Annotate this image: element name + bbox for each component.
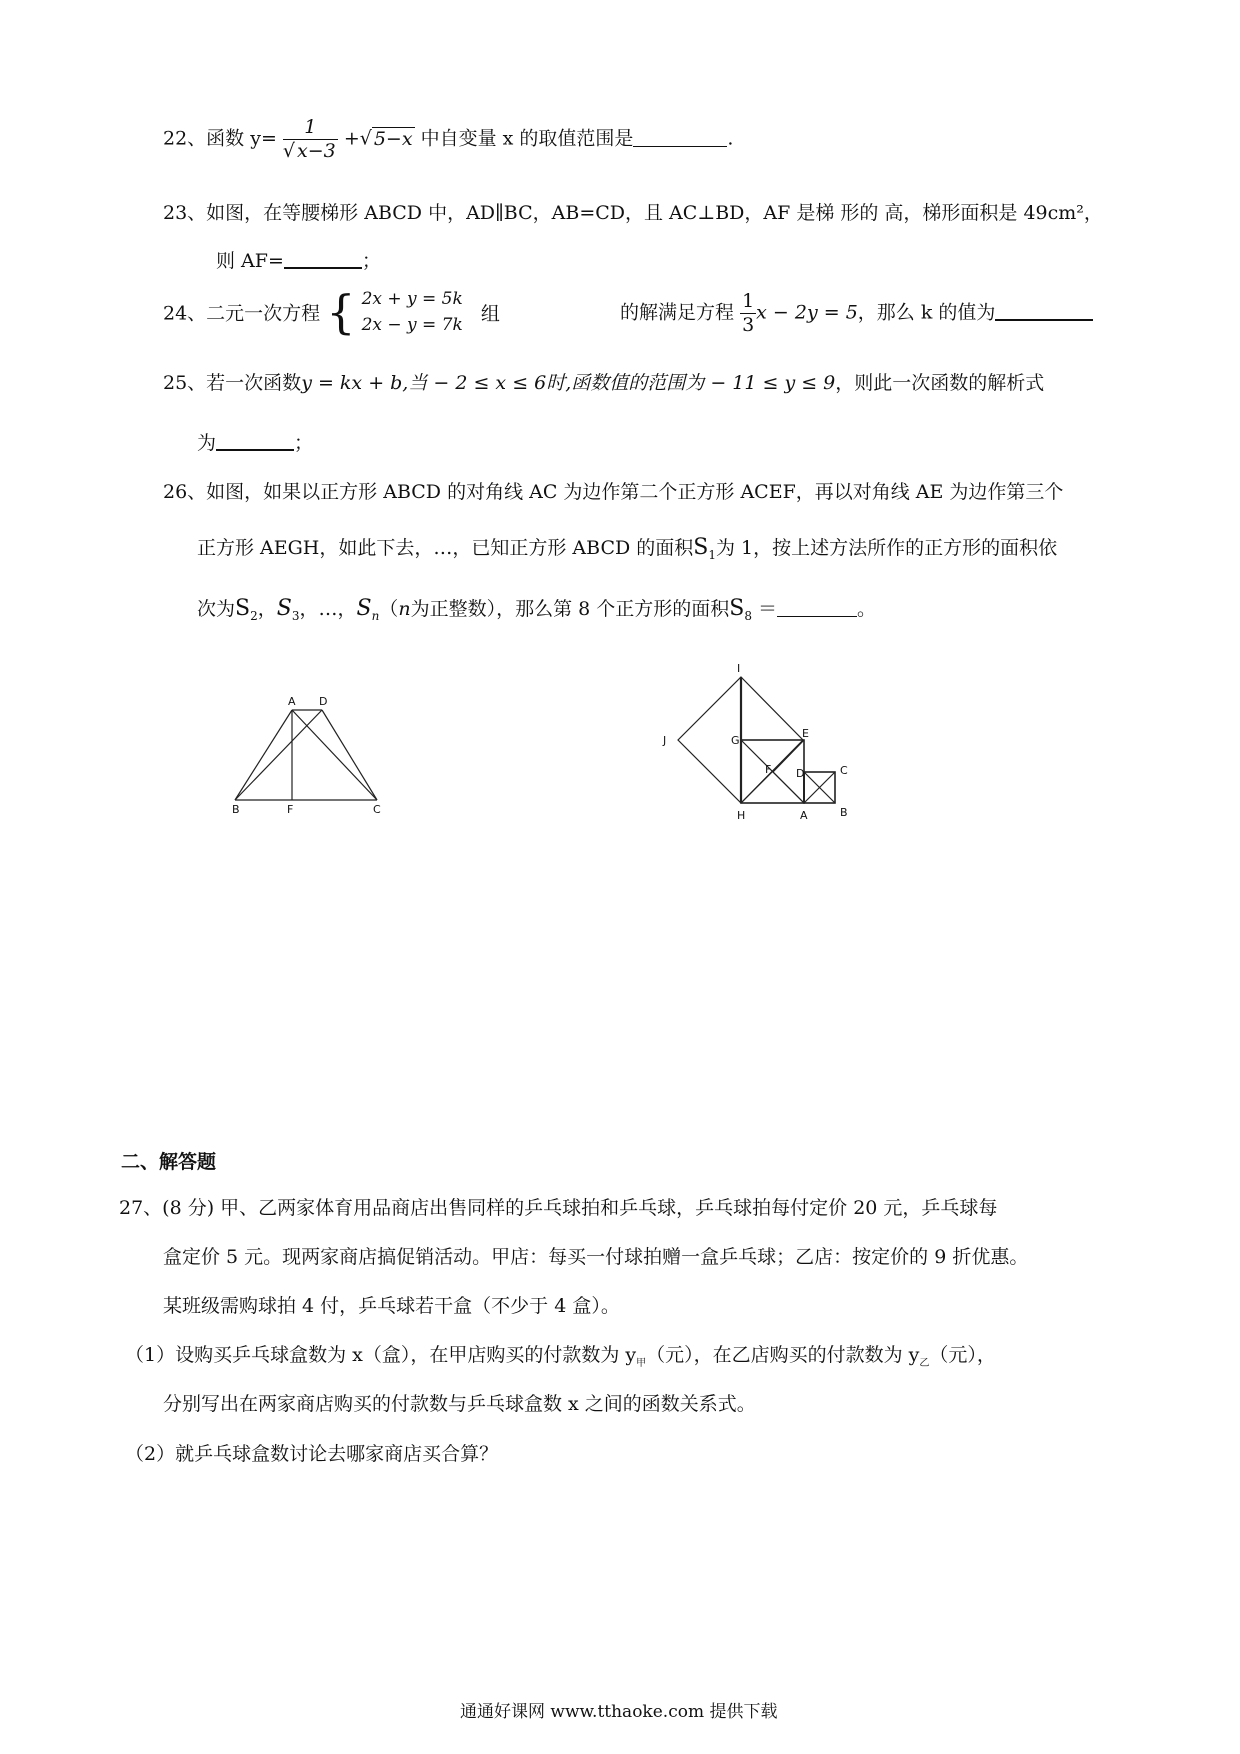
question-22: 22、函数 y= $\frac{1}{√ x-3}$ +√ 5−x 中自变量 x 的取值范围是 . bbox=[163, 116, 734, 162]
answer-blank-25[interactable] bbox=[216, 431, 294, 451]
question-23-line1: 23、如图，在等腰梯形 ABCD 中，AD∥BC，AB=CD，且 AC⊥BD，AF 是梯 形的 高，梯形面积是 49cm²， bbox=[163, 202, 1103, 224]
label-B: B bbox=[840, 806, 848, 819]
question-27-part1-line2: 分别写出在两家商店购买的付款数与乒乓球盒数 x 之间的函数关系式。 bbox=[163, 1393, 756, 1415]
label-C: C bbox=[373, 803, 381, 815]
label-H: H bbox=[737, 809, 746, 822]
question-27-line2: 盒定价 5 元。现两家商店搞促销活动。甲店：每买一付球拍赠一盒乒乓球；乙店：按定价的 9 折优惠。 bbox=[163, 1246, 1029, 1268]
label-F: F bbox=[765, 763, 772, 776]
fraction-24: $\frac{1}{3}$ bbox=[742, 290, 755, 336]
equation-system: 2x + y = 5k 2x − y = 7k bbox=[361, 289, 463, 335]
question-24-right: 的解满足方程 $\frac{1}{3}$ x − 2y = 5，那么 k 的值为 bbox=[620, 292, 1093, 335]
label-D: D bbox=[796, 767, 805, 780]
question-27-line1: 27、(8 分) 甲、乙两家体育用品商店出售同样的乒乓球拍和乒乓球，乒乓球拍每付定价 20 元，乒乓球每 bbox=[119, 1197, 998, 1219]
equation-system-brace: { bbox=[326, 285, 356, 339]
section-title: 二、解答题 bbox=[121, 1151, 217, 1173]
label-E: E bbox=[802, 727, 809, 740]
label-D: D bbox=[319, 695, 328, 708]
label-J: J bbox=[663, 734, 667, 747]
question-26-line3: 次为$S_2$，$S_3$，…，$S_n(n$为正整数），那么第 8 个正方形的面积$S_8$ ＝ 。 bbox=[197, 596, 877, 623]
question-27-part1: （1）设购买乒乓球盒数为 x（盒），在甲店购买的付款数为 $y_甲$（元），在乙店购买的付款数为 $y_乙$（元）， bbox=[125, 1344, 996, 1369]
label-B: B bbox=[232, 803, 240, 815]
label-F: F bbox=[287, 803, 294, 815]
question-23-line2: 则 AF= ； bbox=[216, 250, 381, 272]
answer-blank-22[interactable] bbox=[633, 128, 727, 147]
question-26-line1: 26、如图，如果以正方形 ABCD 的对角线 AC 为边作第二个正方形 ACEF，再以对角线 AE 为边作第三个 bbox=[163, 481, 1064, 503]
answer-blank-23[interactable] bbox=[284, 249, 362, 269]
question-27-line3: 某班级需购球拍 4 付，乒乓球若干盒（不少于 4 盒）。 bbox=[163, 1295, 620, 1317]
squares-figure bbox=[655, 663, 865, 833]
fraction-22: $\frac{1}{√ x-3}$ bbox=[282, 116, 336, 162]
label-A: A bbox=[800, 809, 808, 822]
question-25-line1: 25、若一次函数y = kx + b,当 − 2 ≤ x ≤ 6时,函数值的范围为 − 11 ≤ y ≤ 9，则此一次函数的解析式 bbox=[163, 372, 1045, 394]
footer-text: 通通好课网 www.tthaoke.com 提供下载 bbox=[460, 1702, 778, 1722]
label-A: A bbox=[288, 695, 296, 708]
question-24-left: 24、二元一次方程 { 2x + y = 5k 2x − y = 7k 组 bbox=[163, 285, 500, 339]
question-26-line2: 正方形 AEGH，如此下去，…，已知正方形 ABCD 的面积$S_1$为 1，按上述方法所作的正方形的面积依 bbox=[197, 535, 1058, 562]
question-27-part2: （2）就乒乓球盒数讨论去哪家商店买合算？ bbox=[125, 1443, 499, 1465]
label-C: C bbox=[840, 764, 848, 777]
label-G: G bbox=[731, 734, 740, 747]
label-I: I bbox=[737, 663, 741, 675]
question-25-line2: 为 ； bbox=[197, 432, 314, 454]
trapezoid-figure bbox=[225, 695, 395, 815]
answer-blank-24[interactable] bbox=[995, 301, 1093, 321]
answer-blank-26[interactable] bbox=[777, 598, 857, 617]
